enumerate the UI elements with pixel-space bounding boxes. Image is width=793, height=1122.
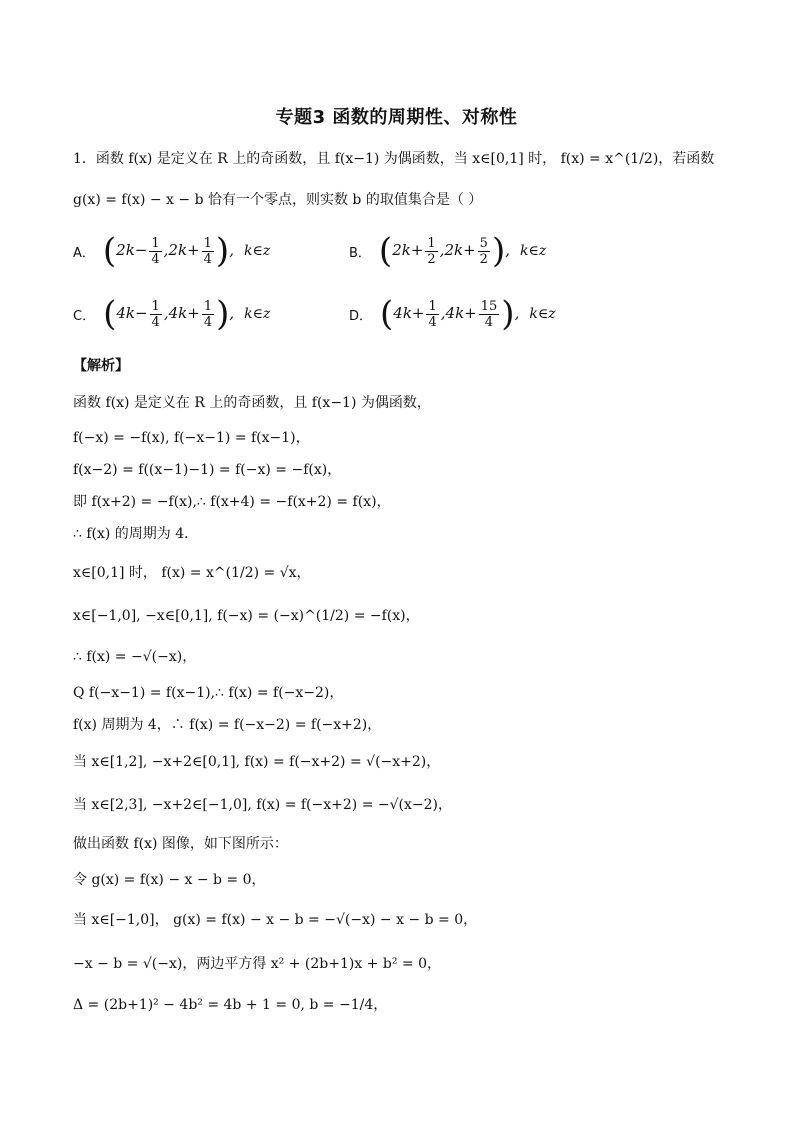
- option-letter: C．: [73, 308, 96, 324]
- analysis-line: 令 g(x) = f(x) − x − b = 0，: [73, 872, 266, 888]
- option-a: [73, 231, 271, 271]
- question-line-2: g(x) = f(x) − x − b 恰有一个零点，则实数 b 的取值集合是（ ）: [73, 192, 483, 208]
- page-title: 专题3 函数的周期性、对称性: [275, 107, 518, 128]
- option-expression: (2k+ $\frac{1}{2}$ ,2k+ $\frac{5}{2}$ ),: [378, 231, 510, 271]
- analysis-line: 即 f(x+2) = −f(x),∴ f(x+4) = −f(x+2) = f(x)，: [73, 494, 391, 510]
- analysis-line: −x − b = √(−x)，两边平方得 x² + (2b+1)x + b² = 0，: [73, 956, 441, 972]
- option-condition: k∈z: [519, 243, 547, 259]
- analysis-line: f(−x) = −f(x), f(−x−1) = f(x−1)，: [73, 430, 310, 446]
- option-expression: (4k+ $\frac{1}{4}$ ,4k+ $\frac{15}{4}$ ),: [380, 294, 520, 334]
- option-condition: k∈z: [244, 306, 271, 322]
- option-c: [73, 294, 271, 334]
- option-letter: B．: [349, 245, 371, 261]
- option-expression: (2k− $\frac{1}{4}$ ,2k+ $\frac{1}{4}$ ),: [102, 231, 234, 271]
- analysis-line: ∴ f(x) = −√(−x)，: [73, 649, 197, 665]
- option-expression: (4k− $\frac{1}{4}$ ,4k+ $\frac{1}{4}$ ),: [103, 294, 235, 334]
- analysis-line: ∴ f(x) 的周期为 4．: [73, 526, 199, 542]
- analysis-line: x∈[−1,0], −x∈[0,1], f(−x) = (−x)^(1/2) = −f(x)，: [73, 608, 420, 624]
- option-letter: A．: [73, 245, 95, 261]
- analysis-line: f(x−2) = f((x−1)−1) = f(−x) = −f(x)，: [73, 462, 342, 478]
- analysis-line: 当 x∈[−1,0]， g(x) = f(x) − x − b = −√(−x) − x − b = 0，: [73, 912, 478, 928]
- analysis-line: 函数 f(x) 是定义在 R 上的奇函数，且 f(x−1) 为偶函数，: [73, 395, 431, 411]
- option-condition: k∈z: [243, 243, 271, 259]
- option-b: [349, 231, 547, 271]
- option-d: [349, 294, 556, 334]
- analysis-line: 做出函数 f(x) 图像，如下图所示：: [73, 836, 288, 852]
- option-letter: D．: [349, 308, 373, 324]
- analysis-line: Δ = (2b+1)² − 4b² = 4b + 1 = 0, b = −1/4，: [73, 997, 388, 1013]
- analysis-heading: 【解析】: [73, 358, 129, 374]
- analysis-line: Q f(−x−1) = f(x−1),∴ f(x) = f(−x−2)，: [73, 685, 344, 701]
- analysis-line: 当 x∈[2,3], −x+2∈[−1,0], f(x) = f(−x+2) = −√(x−2)，: [73, 797, 452, 813]
- analysis-line: f(x) 周期为 4，∴ f(x) = f(−x−2) = f(−x+2)，: [73, 717, 382, 733]
- analysis-line: x∈[0,1] 时， f(x) = x^(1/2) = √x，: [73, 565, 311, 581]
- question-line-1: 1．函数 f(x) 是定义在 R 上的奇函数，且 f(x−1) 为偶函数，当 x∈[0,1] 时， f(x) = x^(1/2)，若函数: [73, 151, 715, 167]
- option-condition: k∈z: [529, 306, 556, 322]
- analysis-line: 当 x∈[1,2], −x+2∈[0,1], f(x) = f(−x+2) = √(−x+2)，: [73, 754, 441, 770]
